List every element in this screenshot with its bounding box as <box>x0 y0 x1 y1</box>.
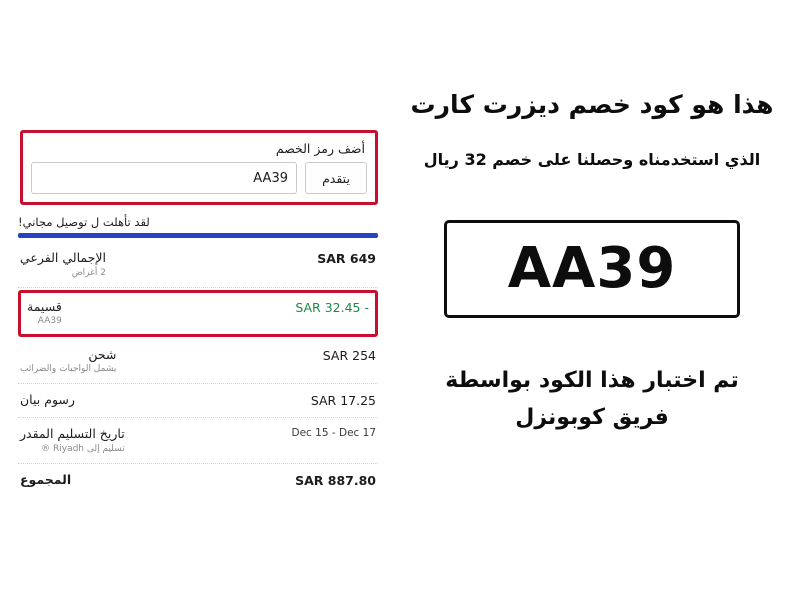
summary-row-label: المجموع <box>20 471 72 487</box>
summary-rows <box>18 242 378 496</box>
summary-row-value: SAR 17.25 <box>310 393 376 409</box>
summary-label-group <box>20 347 116 376</box>
summary-row-value: SAR 649 <box>317 251 376 266</box>
coupon-code-box[interactable] <box>444 220 740 318</box>
summary-label-group <box>20 426 125 455</box>
summary-row-label: رسوم بيان <box>20 392 75 408</box>
summary-row-label: قسيمة <box>27 298 62 314</box>
free-shipping-progress-fill <box>18 233 378 238</box>
verification-note-line1: تم اختبار هذا الكود بواسطة <box>445 367 739 393</box>
promo-headline: هذا هو كود خصم ديزرت كارت <box>410 90 774 119</box>
summary-row-sublabel: يشمل الواجبات والضرائب <box>20 364 117 375</box>
summary-row-statement-fee <box>18 384 378 418</box>
summary-row-total <box>18 464 378 497</box>
summary-row-shipping <box>18 339 378 385</box>
summary-label-group <box>27 299 62 328</box>
promo-code-label: أضف رمز الخصم <box>275 141 365 156</box>
summary-row-subtotal <box>18 242 378 288</box>
promo-code-row <box>31 162 367 194</box>
order-summary-panel <box>18 130 378 496</box>
promo-subheadline: الذي استخدمناه وحصلنا على خصم 32 ريال <box>423 149 761 169</box>
summary-label-group <box>20 392 75 409</box>
summary-row-label: تاريخ التسليم المقدر <box>20 425 125 441</box>
verification-note <box>400 362 784 437</box>
summary-row-label: الإجمالي الفرعي <box>20 250 106 265</box>
verification-note-line2: فريق كوبونزل <box>515 405 669 431</box>
summary-row-coupon <box>18 290 378 337</box>
promo-marketing-panel <box>400 60 784 437</box>
free-shipping-note: لقد تأهلت ل توصيل مجاني! <box>18 215 150 229</box>
summary-row-sublabel: AA39 <box>37 316 62 327</box>
summary-label-group <box>20 472 71 489</box>
summary-row-sublabel: تسليم إلى Riyadh ® <box>41 443 125 454</box>
apply-promo-button[interactable]: يتقدم <box>305 162 367 194</box>
free-shipping-progress <box>18 233 378 238</box>
summary-row-value: SAR 887.80 <box>295 472 376 488</box>
coupon-code-text: AA39 <box>507 236 677 302</box>
promo-code-section <box>20 130 378 205</box>
summary-row-label: شحن <box>88 346 117 362</box>
summary-row-value: Dec 15 - Dec 17 <box>291 426 376 439</box>
promo-code-input[interactable] <box>31 162 297 194</box>
summary-row-sublabel: 2 أغراض <box>71 267 106 278</box>
summary-label-group <box>20 250 106 279</box>
summary-row-value: SAR 32.45 - <box>295 299 369 315</box>
summary-row-value: SAR 254 <box>322 347 376 363</box>
summary-row-delivery-date <box>18 418 378 464</box>
